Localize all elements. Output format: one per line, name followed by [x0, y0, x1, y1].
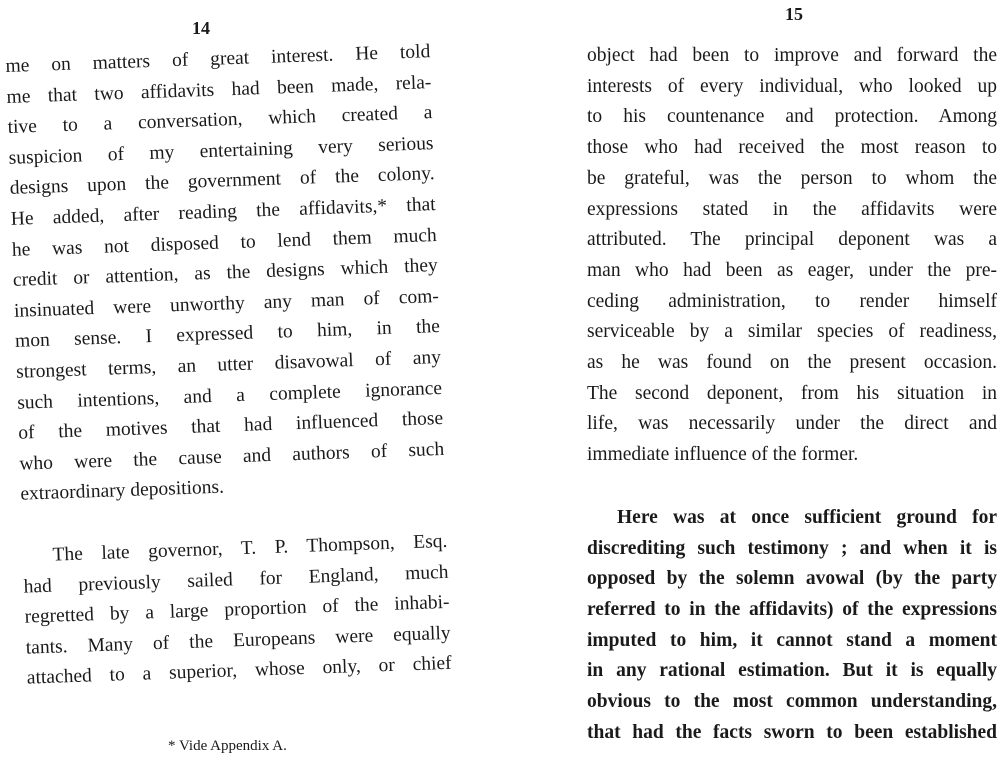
text-line: object had been to improve and forward the: [587, 45, 997, 66]
page-number: 15: [785, 4, 803, 24]
text-line: to his countenance and protection. Among: [587, 106, 997, 128]
text-line: obvious to the most common understanding,: [587, 691, 997, 713]
text-line: extraordinary depositions.: [20, 476, 225, 506]
right-page: [500, 0, 1000, 766]
text-line: immediate influence of the former.: [587, 444, 859, 466]
text-line: tive to a conversation, which created a: [7, 102, 433, 139]
text-line: in any rational estimation. But it is equally: [587, 660, 997, 682]
paragraph-1: [587, 41, 997, 471]
paragraph-2: [22, 527, 452, 695]
text-line: he was not disposed to lend them much: [11, 224, 438, 261]
text-line: of the motives that had influenced those: [17, 408, 444, 444]
text-line: those who had received the most reason to: [587, 137, 997, 159]
text-line: imputed to him, it cannot stand a moment: [587, 629, 997, 651]
text-line: be grateful, was the person to whom the: [587, 167, 997, 189]
text-line: me that two affidavits had been made, rela-: [6, 71, 432, 108]
paragraph-2: [587, 503, 997, 749]
text-line: attached to a superior, whose only, or chief: [26, 653, 452, 689]
text-line: man who had been as eager, under the pre-: [587, 259, 997, 281]
text-line: mon sense. I expressed to him, in the: [14, 316, 441, 353]
text-line: He added, after reading the affidavits,* that: [10, 194, 436, 230]
text-line: opposed by the solemn avowal (by the party: [587, 568, 997, 590]
text-line: expressions stated in the affidavits were: [587, 198, 997, 220]
text-line: attributed. The principal deponent was a: [587, 229, 997, 251]
text-line: insinuated were unworthy any man of com-: [13, 285, 440, 322]
text-line: interests of every individual, who looked up: [587, 75, 997, 97]
text-line: referred to in the affidavits) of the expressions: [587, 598, 997, 620]
text-line: ceding administration, to render himself: [587, 290, 997, 312]
text-line: tants. Many of the Europeans were equally: [25, 622, 451, 659]
footnote: * Vide Appendix A.: [168, 738, 287, 754]
body-text: [5, 37, 452, 694]
text-line: life, was necessarily under the direct and: [587, 413, 997, 435]
text-line: such intentions, and a complete ignorance: [16, 377, 443, 414]
text-line: credit or attention, as the designs which they: [12, 255, 439, 292]
text-line: as he was found on the present occasion.: [587, 352, 997, 374]
text-line: had previously sailed for England, much: [23, 561, 449, 598]
text-line: that had the facts sworn to been established: [587, 721, 997, 743]
body-text: [587, 41, 997, 748]
text-line: strongest terms, an utter disavowal of any: [15, 346, 442, 383]
text-line: suspicion of my entertaining very serious: [8, 132, 434, 169]
text-line: me on matters of great interest. He told: [5, 41, 431, 77]
text-line: regretted by a large proportion of the inhabi-: [24, 591, 450, 628]
paragraph-1: [5, 37, 446, 510]
text-line: Here was at once sufficient ground for: [617, 506, 997, 528]
page-number: 14: [192, 18, 210, 38]
text-line: who were the cause and authors of such: [19, 438, 445, 475]
text-line: The late governor, T. P. Thompson, Esq.: [52, 530, 448, 566]
text-line: designs upon the government of the colony.: [9, 163, 435, 200]
text-line: discrediting such testimony ; and when it is: [587, 537, 997, 559]
text-line: serviceable by a similar species of readiness,: [587, 321, 997, 343]
text-line: The second deponent, from his situation in: [587, 382, 997, 404]
